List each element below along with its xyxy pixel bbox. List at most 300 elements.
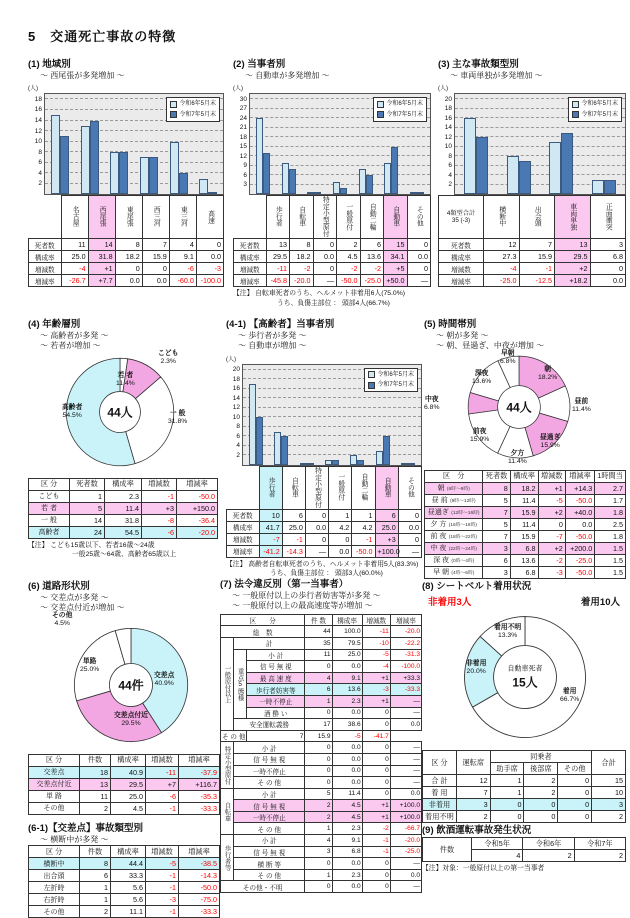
slice-label xyxy=(472,370,491,386)
slice-percent: 2.3% xyxy=(160,357,176,365)
cell: 6 xyxy=(80,870,111,882)
row-header: 信 号 無 視 xyxy=(234,800,305,812)
gridline xyxy=(250,174,430,175)
chart-legend xyxy=(364,368,418,392)
legend-item: 令和6年5月末 xyxy=(572,99,618,109)
cell: 13.6 xyxy=(360,251,384,263)
slice-label xyxy=(154,672,174,688)
category-header xyxy=(384,196,408,239)
table-row xyxy=(221,765,422,777)
cell: -60.0 xyxy=(169,275,196,287)
table-row xyxy=(425,482,626,494)
cell: 2.3 xyxy=(332,695,362,707)
bar-group xyxy=(282,163,296,195)
cell: 13.6 xyxy=(510,554,538,566)
cell: +100.0 xyxy=(375,545,398,557)
table-row xyxy=(221,811,422,823)
row-header: 一時不停止 xyxy=(234,811,305,823)
elderly-bar-chart xyxy=(226,354,422,466)
note-line: 【注】 高齢者自転車死者のうち、ヘルメット非着用5人(83.3%) xyxy=(226,560,419,568)
cell: 8 xyxy=(115,239,142,251)
cell: 6 xyxy=(375,509,398,521)
cell: 2.3 xyxy=(105,490,142,502)
unit-label: (人) xyxy=(28,86,38,93)
cell: +2 xyxy=(538,542,565,554)
slice-label xyxy=(500,350,516,366)
row-header: 一 般 xyxy=(29,514,70,526)
table-row xyxy=(221,637,422,649)
legend-item: 令和7年5月末 xyxy=(170,110,216,120)
table-row xyxy=(29,778,220,790)
note xyxy=(233,289,431,307)
bar xyxy=(507,156,519,194)
cell: +200.0 xyxy=(565,542,594,554)
cell: +1 xyxy=(362,695,390,707)
y-tick-label: 12 xyxy=(34,127,42,135)
y-tick-label: 12 xyxy=(444,133,452,141)
cell: 3 xyxy=(456,799,490,811)
cell: 15 xyxy=(592,775,626,787)
table-row xyxy=(234,239,431,251)
data-table xyxy=(28,754,220,815)
cell: 29.5 xyxy=(111,778,146,790)
cell: 0.0 xyxy=(332,881,362,893)
gridline xyxy=(250,136,430,137)
table-row xyxy=(29,846,220,858)
slice-name: 高齢者 xyxy=(62,403,83,411)
cell: 7 xyxy=(247,730,305,742)
time-range-label: (9時～12時) xyxy=(448,499,476,505)
gridline xyxy=(243,426,421,427)
cell: -36.4 xyxy=(177,514,218,526)
cell: 5 xyxy=(483,518,510,530)
row-header: 計 xyxy=(234,637,305,649)
bar xyxy=(199,179,208,195)
row-header: 着 用 xyxy=(423,787,457,799)
cell: -41.2 xyxy=(259,545,282,557)
category-label: 東尾張 xyxy=(125,206,133,227)
cell: -14.3 xyxy=(179,870,220,882)
table-row xyxy=(29,790,220,802)
cell: 4 xyxy=(169,239,196,251)
center-text: 44人 xyxy=(107,405,133,420)
cell: 1 xyxy=(70,490,105,502)
slice-name: 着用 xyxy=(562,688,577,695)
slice-percent: 11.4% xyxy=(116,379,135,387)
y-tick-label: 16 xyxy=(444,114,452,122)
cell: — xyxy=(313,275,337,287)
cell: 0.0 xyxy=(329,545,352,557)
slice-name: 単路 xyxy=(82,657,97,665)
cell: -10 xyxy=(362,637,390,649)
y-tick-label: 20 xyxy=(232,366,240,374)
column-header: 令和6年 xyxy=(523,838,574,850)
section-title: (3) 主な事故類型別 xyxy=(438,59,519,70)
row-header: 出合頭 xyxy=(29,870,80,882)
column-header: 件数 xyxy=(80,754,111,766)
column-header: 死者数 xyxy=(70,478,105,490)
drunk-driving-table xyxy=(422,837,626,862)
age-donut-chart xyxy=(28,349,224,478)
section-road-shape xyxy=(28,578,224,918)
cell: -4 xyxy=(484,263,520,275)
row-header: 若 者 xyxy=(29,502,70,514)
cell: 18.2 xyxy=(290,251,314,263)
row-header: そ の 他 xyxy=(234,777,305,789)
category-header xyxy=(555,196,591,239)
cell: 41.7 xyxy=(259,521,282,533)
cell: 0.0 xyxy=(390,788,421,800)
cell: 2 xyxy=(337,239,361,251)
bar xyxy=(391,147,398,195)
bar xyxy=(401,463,408,465)
slice-label xyxy=(424,396,440,412)
cell: — xyxy=(407,275,431,287)
section-subtitle: ～ 自動車が増加 ～ xyxy=(238,341,307,351)
row-header: 小 計 xyxy=(234,835,305,847)
cell: -14.3 xyxy=(282,545,305,557)
column-header: 増減率 xyxy=(177,478,218,490)
table-row xyxy=(29,802,220,814)
cell: 11 xyxy=(305,649,332,661)
cell: 0 xyxy=(305,765,332,777)
category-header xyxy=(407,196,431,239)
row-header: こども xyxy=(29,490,70,502)
slice-label xyxy=(114,712,148,728)
y-tick-label: 14 xyxy=(34,117,42,125)
category-header xyxy=(519,196,555,239)
cell: 0 xyxy=(329,533,352,545)
column-header: その他 xyxy=(558,763,592,775)
category-header xyxy=(329,466,352,509)
cell: 9.1 xyxy=(332,835,362,847)
category-header xyxy=(352,466,375,509)
y-tick-label: 2 xyxy=(38,180,42,188)
region-bar-chart xyxy=(28,83,224,195)
slice-percent: 29.5% xyxy=(121,719,141,727)
cell: -1 xyxy=(146,906,179,918)
cell: 0 xyxy=(313,239,337,251)
cell: +2 xyxy=(538,506,565,518)
table-row xyxy=(29,754,220,766)
bar-group xyxy=(384,147,398,195)
cell: -25.0 xyxy=(565,554,594,566)
row-header: 交差点 xyxy=(29,766,80,778)
cell: -20.0 xyxy=(390,835,421,847)
cell: — xyxy=(390,777,421,789)
bar xyxy=(376,451,383,465)
y-tick-label: 6 xyxy=(38,159,42,167)
bar xyxy=(604,180,616,194)
bar-group xyxy=(333,182,347,195)
category-label: 西三河 xyxy=(152,206,160,227)
row-header: 増減数 xyxy=(439,263,484,275)
corner-cell xyxy=(29,196,62,239)
section-party xyxy=(233,56,431,308)
cell: 6.8 xyxy=(590,251,626,263)
cell: 0 xyxy=(362,788,390,800)
table-row xyxy=(221,753,422,765)
cell: 0.0 xyxy=(305,521,328,533)
table-row xyxy=(425,566,626,578)
cell: -50.0 xyxy=(179,882,220,894)
cell: 2.7 xyxy=(595,482,626,494)
legend-item: 令和7年5月末 xyxy=(572,110,618,120)
bar-group xyxy=(307,192,321,194)
table-row xyxy=(29,906,220,918)
bar xyxy=(81,126,90,195)
bar xyxy=(561,133,573,195)
cell: 31.8 xyxy=(88,251,115,263)
cell: 33.3 xyxy=(111,870,146,882)
cell: 0 xyxy=(305,881,332,893)
table-row xyxy=(221,835,422,847)
column-header: 増減率 xyxy=(565,470,594,482)
plot-area xyxy=(242,364,422,466)
gridline xyxy=(250,155,430,156)
y-tick-label: 9 xyxy=(243,162,247,170)
table-row xyxy=(425,530,626,542)
table-row xyxy=(227,509,422,521)
table-row xyxy=(234,196,431,239)
cell: +1 xyxy=(88,263,115,275)
table-row xyxy=(439,196,626,239)
table-row xyxy=(425,506,626,518)
slice-name: その他 xyxy=(52,611,73,619)
category-label: 横断中 xyxy=(497,206,505,227)
cell: — xyxy=(390,742,421,754)
slice-label xyxy=(158,350,178,366)
cell: -5 xyxy=(538,494,565,506)
row-header: 増減率 xyxy=(439,275,484,287)
data-table xyxy=(226,466,422,558)
road-shape-table xyxy=(28,754,224,815)
y-tick-label: 12 xyxy=(232,404,240,412)
cell: 29.5 xyxy=(266,251,290,263)
row-header: 増減数 xyxy=(227,533,260,545)
slice-label xyxy=(168,410,187,426)
y-tick-label: 16 xyxy=(34,106,42,114)
row-header: 一般原付以上 xyxy=(221,637,234,730)
cell: 24 xyxy=(70,526,105,538)
category-label: 高速 xyxy=(206,209,214,224)
time-range-label: (18時～22時) xyxy=(447,535,477,541)
column-header: 件 数 xyxy=(305,614,332,626)
y-tick-label: 6 xyxy=(236,432,240,440)
table-row xyxy=(227,466,422,509)
table-row xyxy=(423,775,626,787)
cell: 2 xyxy=(523,850,574,862)
bar-group xyxy=(401,463,415,465)
note-line: 【注】 自転車死者のうち、ヘルメット非着用6人(75.0%) xyxy=(233,290,405,298)
table-row xyxy=(423,799,626,811)
intersection-type-table xyxy=(28,845,224,918)
row-header: 朝 (6時～9時) xyxy=(425,482,483,494)
cell: -5 xyxy=(362,649,390,661)
y-axis xyxy=(438,93,454,195)
cell: 2 xyxy=(524,775,558,787)
gridline xyxy=(243,407,421,408)
table-row xyxy=(221,881,422,893)
cell: 0.0 xyxy=(196,251,223,263)
cell: 0.0 xyxy=(590,275,626,287)
cell: — xyxy=(390,858,421,870)
slice-percent: 11.4% xyxy=(572,405,591,413)
cell: 1 xyxy=(352,509,375,521)
y-tick-label: 30 xyxy=(239,95,247,103)
bar xyxy=(179,173,188,194)
cell: +1 xyxy=(362,672,390,684)
section-violation xyxy=(220,576,422,893)
bar xyxy=(307,463,314,465)
column-header: 増減数 xyxy=(146,846,179,858)
seatbelt-summary xyxy=(428,594,620,608)
table-row xyxy=(221,661,422,673)
y-tick-label: 2 xyxy=(448,181,452,189)
row-header: 交差点付近 xyxy=(29,778,80,790)
bar-group xyxy=(410,192,424,194)
bar-group xyxy=(464,118,488,194)
y-tick-label: 18 xyxy=(444,105,452,113)
bar-chart xyxy=(226,364,422,466)
region-table xyxy=(28,195,224,287)
cell: 0 xyxy=(305,533,328,545)
cell: 0 xyxy=(115,263,142,275)
cell: -7 xyxy=(259,533,282,545)
cell: 6.8 xyxy=(332,846,362,858)
row-header: 小 計 xyxy=(234,788,305,800)
cell: 40.9 xyxy=(111,766,146,778)
center-text: 44件 xyxy=(118,678,144,693)
table-row xyxy=(221,777,422,789)
bar-group xyxy=(376,436,390,465)
row-header: 小 計 xyxy=(234,742,305,754)
time-range-label: (16時～18時) xyxy=(447,523,477,529)
column-header: 運転席 xyxy=(456,751,490,775)
table-row xyxy=(425,542,626,554)
bar xyxy=(333,182,340,195)
time-range-label: (6時～9時) xyxy=(445,487,470,493)
slice-name: 深夜 xyxy=(474,369,489,377)
bar xyxy=(119,152,128,194)
legend-swatch-icon xyxy=(368,371,375,378)
slice-name: 昼前 xyxy=(574,397,589,405)
bar xyxy=(408,463,415,465)
row-header: 死者数 xyxy=(234,239,267,251)
row-header: 重点5態様 xyxy=(234,649,247,719)
cell: 2 xyxy=(305,800,332,812)
cell: -35.3 xyxy=(179,790,220,802)
cell: 0 xyxy=(558,811,592,823)
section-age xyxy=(28,316,224,559)
cell: 0.0 xyxy=(332,742,362,754)
center-text: 44人 xyxy=(506,400,532,415)
cell: 25.0 xyxy=(61,251,88,263)
row-header: 左折時 xyxy=(29,882,80,894)
section-subtitle: ～ 西尾張が多発増加 ～ xyxy=(40,71,125,80)
bar-chart xyxy=(233,93,431,195)
table-row xyxy=(423,811,626,823)
slice-name: 交差点付近 xyxy=(114,711,148,719)
slice-label xyxy=(52,612,72,628)
seatbelt-table xyxy=(422,750,626,823)
cell: 8 xyxy=(80,858,111,870)
cell: -7 xyxy=(538,530,565,542)
category-header xyxy=(259,466,282,509)
slice-label xyxy=(116,372,135,388)
cell: 0.0 xyxy=(398,521,421,533)
bar xyxy=(464,118,476,194)
bar xyxy=(384,163,391,195)
cell: 1 xyxy=(329,509,352,521)
table-row xyxy=(439,275,626,287)
cell: 1 xyxy=(490,775,524,787)
table-row xyxy=(221,614,422,626)
table-row xyxy=(29,514,218,526)
cell: -2 xyxy=(290,263,314,275)
plot-area xyxy=(44,93,224,195)
y-tick-label: 2 xyxy=(236,451,240,459)
table-row xyxy=(29,526,218,538)
bar-chart xyxy=(438,93,626,195)
cell: 6 xyxy=(305,684,332,696)
bar xyxy=(140,157,149,194)
category-label: 自動二輪 xyxy=(368,202,376,230)
section-subtitle: ～ 朝、昼過ぎ、中夜が増加 ～ xyxy=(436,341,545,351)
legend-swatch-icon xyxy=(377,111,384,118)
cell: 0 xyxy=(538,518,565,530)
gridline xyxy=(250,165,430,166)
slice-label xyxy=(470,428,489,444)
data-table xyxy=(424,470,626,579)
cell: 0.0 xyxy=(390,719,421,731)
row-header: 歩行者等 xyxy=(221,835,234,881)
table-row xyxy=(29,502,218,514)
table-row xyxy=(221,695,422,707)
bar xyxy=(592,180,604,194)
slice-percent: 25.0% xyxy=(80,665,100,673)
cell: 4.2 xyxy=(352,521,375,533)
cell: 18.2 xyxy=(115,251,142,263)
table-row xyxy=(425,554,626,566)
unit-label: (人) xyxy=(226,356,236,363)
cell: -3 xyxy=(538,566,565,578)
cell: 0 xyxy=(558,775,592,787)
cell: 0 xyxy=(362,858,390,870)
column-header: 増減数 xyxy=(362,614,390,626)
table-row xyxy=(29,263,224,275)
section-title: (6) 道路形状別 xyxy=(28,581,90,592)
row-header: 昼 前 (9時～12時) xyxy=(425,494,483,506)
bar-group xyxy=(274,432,288,465)
cell: +1 xyxy=(362,800,390,812)
bar-group xyxy=(507,156,531,194)
y-tick-label: 27 xyxy=(239,105,247,113)
column-header: 区 分 xyxy=(29,846,80,858)
row-header: その他 xyxy=(29,802,80,814)
cell: 0 xyxy=(362,765,390,777)
gridline xyxy=(243,416,421,417)
cell: 1.5 xyxy=(595,554,626,566)
cell: 10 xyxy=(592,787,626,799)
unit-label: (人) xyxy=(438,86,448,93)
category-header xyxy=(142,196,169,239)
row-header: 横断中 xyxy=(29,858,80,870)
cell: 13 xyxy=(266,239,290,251)
column-header: 増減数 xyxy=(538,470,565,482)
cell: 4 xyxy=(305,672,332,684)
bar xyxy=(410,192,417,194)
